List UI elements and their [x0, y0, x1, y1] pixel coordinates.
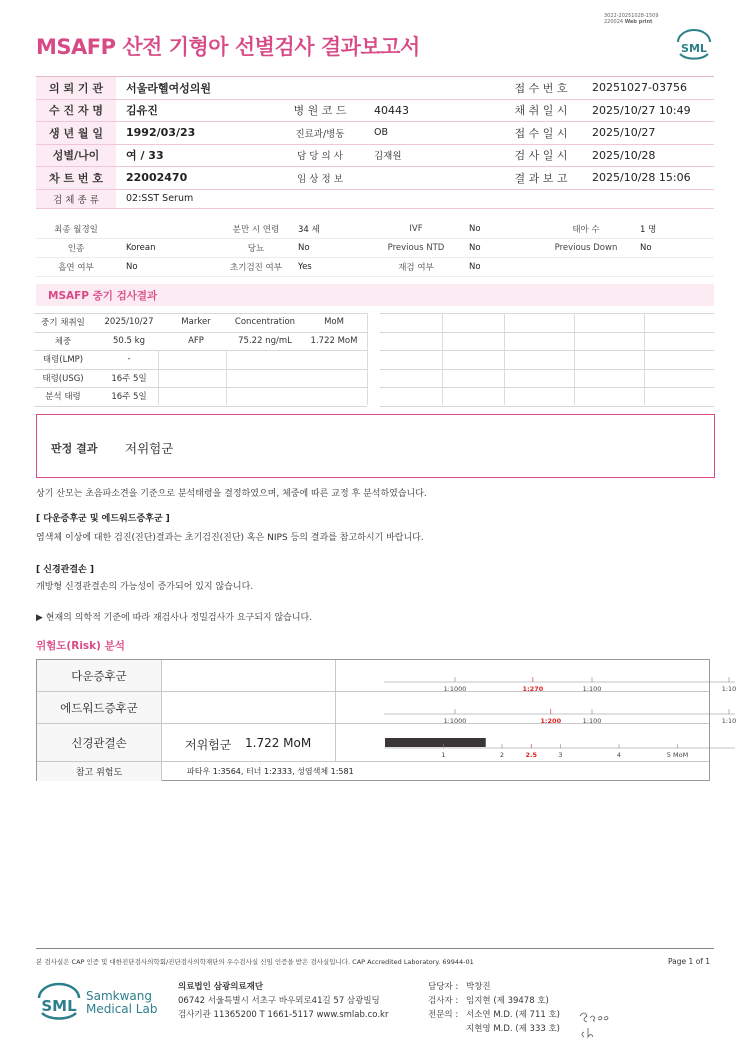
staff-role: 담당자 : [428, 982, 459, 992]
value-sex-age: 여 / 33 [126, 149, 164, 163]
label-fetus-count: 태아 수 [572, 225, 600, 235]
value-requester: 서울라헬여성의원 [126, 81, 212, 95]
ntd-tick-label: 4 [616, 751, 622, 759]
footer-divider [36, 948, 714, 949]
label-requester: 의 뢰 기 관 [36, 77, 116, 99]
scale-tick-label: 1:100 [582, 717, 602, 725]
note-basis: 상기 산모는 초음파소견을 기준으로 분석태령을 결정하였으며, 체중에 따른 교정 후 분석하였습니다. [36, 489, 427, 499]
label-accession: 접 수 번 호 [498, 77, 584, 99]
value-patient-name: 김유진 [126, 104, 158, 118]
value-dob: 1992/03/23 [126, 126, 196, 140]
value-fetus-count: 1 명 [640, 225, 657, 235]
label-first-screening: 초기검진 여부 [230, 263, 282, 273]
value-clinical-info [366, 167, 374, 189]
report-title: MSAFP 산전 기형아 선별검사 결과보고서 [36, 35, 420, 59]
risk-label-ntd: 신경관결손 [37, 724, 161, 761]
staff-name: 임지현 (제 39478 호) [466, 996, 549, 1006]
ntd-tick-label: 3 [558, 751, 563, 759]
label-patient-name: 수 진 자 명 [36, 100, 116, 122]
section-title: MSAFP 중기 검사결과 [36, 284, 714, 306]
value-ga-analysis: 16주 5일 [111, 392, 147, 403]
scale-tick-label: 1:1000 [443, 685, 467, 693]
risk-label-down: 다운증후군 [37, 660, 161, 691]
page-number: Page 1 of 1 [668, 957, 711, 966]
value-collected: 2025/10/27 10:49 [592, 103, 691, 117]
value-weight: 50.5 kg [113, 335, 145, 346]
scale-tick-label: 1:10 [721, 685, 737, 693]
org-info [178, 980, 388, 1022]
value-mid-date: 2025/10/27 [104, 317, 154, 328]
value-accession: 20251027-03756 [592, 81, 687, 95]
label-department: 진료과/병동 [276, 122, 364, 144]
value-race: Korean [126, 243, 156, 253]
label-race: 인종 [67, 244, 85, 254]
label-tested: 검 사 일 시 [498, 145, 584, 167]
header-mom: MoM [324, 317, 344, 328]
value-maternal-age: 34 세 [298, 225, 320, 235]
scale-tick-label: 1:10 [721, 717, 737, 725]
value-ga-lmp: - [127, 354, 131, 365]
label-doctor: 담 당 의 사 [276, 145, 364, 167]
ntd-result: 저위험군 [185, 738, 232, 752]
scale-edwards [384, 709, 736, 725]
risk-table [36, 659, 737, 781]
value-ga-usg: 16주 5일 [111, 373, 147, 384]
signature-image [576, 1006, 612, 1040]
verdict-box [36, 414, 715, 478]
label-clinical-info: 임 상 정 보 [276, 167, 364, 189]
value-prev-down: No [640, 243, 652, 253]
ntd-tick-label: 5 MoM [666, 751, 689, 759]
label-chart-no: 차 트 번 호 [36, 167, 116, 189]
note-followup: ▶ 현재의 의학적 기준에 따라 재검사나 정밀검사가 요구되지 않습니다. [36, 613, 313, 623]
ntd-tick-label: 2 [499, 751, 505, 759]
scale-tick-label: 1:100 [582, 685, 602, 693]
scale-tick-label: 1:1000 [443, 717, 467, 725]
header-mid-date: 중기 채취일 [41, 318, 85, 329]
label-diabetes: 당뇨 [247, 244, 265, 254]
logo-text: SML [681, 42, 707, 55]
value-smoking: No [126, 262, 138, 272]
sml-footer-logo-icon [36, 982, 82, 1022]
value-ivf: No [469, 224, 481, 234]
staff-list [428, 980, 560, 1036]
label-received: 접 수 일 시 [498, 122, 584, 144]
value-tested: 2025/10/28 [592, 148, 656, 162]
value-retest: No [469, 262, 481, 272]
staff-role: 검사자 : [428, 996, 459, 1006]
label-ivf: IVF [409, 224, 423, 234]
risk-label-edwards: 에드워드증후군 [37, 692, 161, 723]
label-ga-usg: 태령(USG) [42, 373, 84, 384]
verdict-label: 판정 결과 [51, 442, 98, 455]
label-prev-down: Previous Down [554, 243, 618, 253]
label-collected: 채 취 일 시 [498, 100, 584, 122]
value-chart-no: 22002470 [126, 171, 188, 185]
label-ga-lmp: 태령(LMP) [42, 355, 84, 366]
value-department: OB [374, 127, 388, 139]
label-lmp-date: 최종 월경일 [54, 225, 98, 235]
brand-line2: Medical Lab [86, 1002, 158, 1016]
ntd-value-bar [385, 738, 486, 747]
brand [86, 990, 157, 1016]
ntd-mom: 1.722 MoM [245, 736, 312, 750]
value-prev-ntd: No [469, 243, 481, 253]
header-marker: Marker [181, 317, 211, 328]
staff-name: 서소연 M.D. (제 711 호) [466, 1010, 561, 1020]
note-heading-down-edwards: [ 다운증후군 및 에드워드증후군 ] [36, 514, 170, 524]
risk-scale-chart [337, 660, 737, 760]
clinical-info-table [36, 220, 714, 277]
staff-name: 지현영 M.D. (제 333 호) [466, 1024, 561, 1034]
value-marker: AFP [188, 335, 204, 346]
footer-accreditation: 본 검사실은 CAP 인증 및 대한진단검사의학회/진단검사의학재단의 우수검사실 신임 인증을 받은 검사실입니다. CAP Accredited Laboratory. 69944-01 [36, 958, 474, 966]
header-concentration: Concentration [234, 317, 296, 328]
value-reported: 2025/10/28 15:06 [592, 171, 691, 185]
label-dob: 생 년 월 일 [36, 122, 116, 144]
org-contact: 검사기관 11365200 T 1661-5117 www.smlab.co.kr [178, 1010, 389, 1020]
meta-print: Web print [624, 19, 653, 25]
value-hospital-code: 40443 [374, 103, 409, 117]
org-address: 06742 서울특별시 서초구 바우뫼로41길 57 삼광빌딩 [178, 996, 380, 1006]
ntd-tick-label: 2.5 [525, 751, 538, 759]
value-diabetes: No [298, 243, 310, 253]
value-specimen: 02:SST Serum [126, 193, 194, 205]
risk-label-ref: 참고 위험도 [37, 762, 161, 781]
label-retest: 재검 여부 [398, 263, 434, 273]
sml-logo-icon [676, 30, 712, 60]
meta-id: 3022-20251028-1509 [604, 13, 659, 19]
staff-name: 박창진 [466, 982, 491, 992]
patient-info-table [36, 76, 714, 209]
value-concentration: 75.22 ng/mL [238, 335, 292, 346]
footer-logo-text: SML [41, 997, 77, 1015]
label-reported: 결 과 보 고 [498, 167, 584, 189]
value-received: 2025/10/27 [592, 126, 656, 140]
label-weight: 체중 [54, 336, 72, 347]
risk-title: 위험도(Risk) 분석 [36, 640, 125, 652]
note-heading-ntd: [ 신경관결손 ] [36, 565, 94, 575]
label-specimen: 검 체 종 류 [36, 190, 116, 209]
org-name: 의료법인 삼광의료재단 [178, 982, 264, 992]
label-prev-ntd: Previous NTD [387, 243, 445, 253]
value-doctor: 김재원 [374, 151, 402, 163]
ntd-tick-label: 1 [441, 751, 446, 759]
value-mom: 1.722 MoM [310, 335, 358, 346]
label-smoking: 흡연 여부 [58, 263, 94, 273]
scale-tick-label: 1:200 [540, 717, 562, 725]
note-ntd: 개방형 신경관결손의 가능성이 증가되어 있지 않습니다. [36, 582, 254, 592]
results-grid [34, 313, 714, 406]
scale-ntd [385, 738, 735, 759]
label-sex-age: 성별/나이 [36, 145, 116, 167]
value-first-screening: Yes [298, 262, 312, 272]
staff-role: 전문의 : [428, 1010, 459, 1020]
meta-code: 220024 [604, 19, 624, 25]
label-maternal-age: 분만 시 연령 [232, 225, 280, 235]
brand-line1: Samkwang [86, 989, 152, 1003]
report-meta [604, 13, 659, 25]
scale-down [384, 677, 736, 693]
verdict-value: 저위험군 [125, 441, 174, 456]
label-hospital-code: 병 원 코 드 [276, 100, 364, 122]
ref-risk-values: 파타우 1:3564, 터너 1:2333, 성염색체 1:581 [187, 767, 354, 776]
scale-tick-label: 1:270 [522, 685, 544, 693]
note-down-edwards: 염색체 이상에 대한 검진(진단)결과는 초기검진(진단) 혹은 NIPS 등의 결과를 참고하시기 바랍니다. [36, 533, 424, 543]
label-ga-analysis: 분석 태령 [45, 392, 81, 403]
